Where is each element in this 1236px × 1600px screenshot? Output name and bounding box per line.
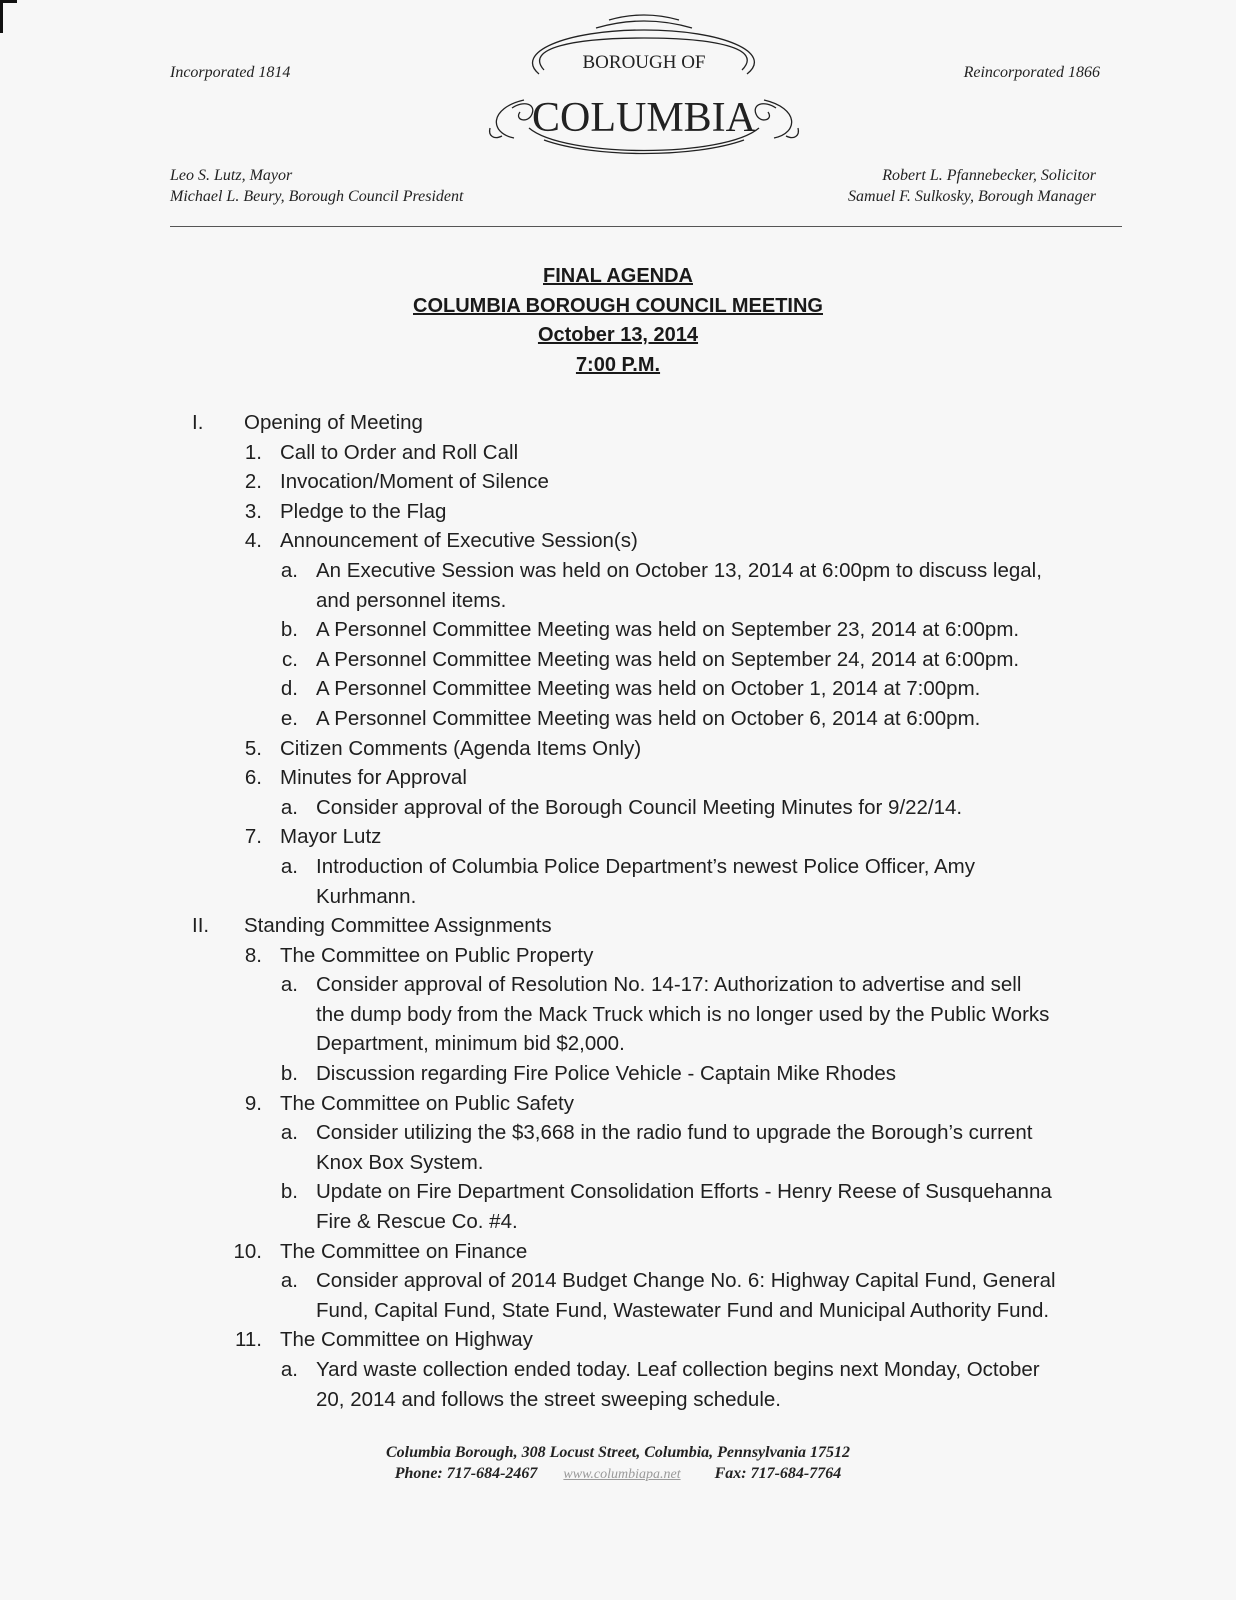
agenda-item-text: Fire & Rescue Co. #4. xyxy=(316,1210,518,1234)
agenda-item-number: 6. xyxy=(244,766,262,790)
agenda-item xyxy=(0,615,1236,645)
agenda-item-text: Minutes for Approval xyxy=(280,766,467,790)
mayor-name: Leo S. Lutz, Mayor xyxy=(170,167,293,184)
footer-phone: Phone: 717-684-2467 xyxy=(394,1465,538,1482)
agenda-item-text: Discussion regarding Fire Police Vehicle - Captain Mike Rhodes xyxy=(316,1062,896,1086)
agenda-item-number: b. xyxy=(280,618,298,642)
agenda-item-number: 7. xyxy=(244,825,262,849)
agenda-item-text: A Personnel Committee Meeting was held on September 23, 2014 at 6:00pm. xyxy=(316,618,1020,642)
agenda-item-text: 20, 2014 and follows the street sweeping schedule. xyxy=(316,1387,781,1411)
agenda-item-number: 8. xyxy=(244,943,262,967)
agenda-item-number: e. xyxy=(280,706,298,730)
agenda-item-text: A Personnel Committee Meeting was held on September 24, 2014 at 6:00pm. xyxy=(316,647,1020,671)
solicitor-name: Robert L. Pfannebecker, Solicitor xyxy=(882,167,1096,184)
agenda-item-continuation xyxy=(0,1148,1236,1178)
agenda-item-number: a. xyxy=(280,558,298,582)
agenda-item xyxy=(0,1355,1236,1385)
agenda-item xyxy=(0,674,1236,704)
borough-manager-name: Samuel F. Sulkosky, Borough Manager xyxy=(848,188,1096,205)
agenda-item-continuation xyxy=(0,1296,1236,1326)
agenda-item-text: and personnel items. xyxy=(316,588,507,612)
agenda-item-continuation xyxy=(0,1029,1236,1059)
agenda-item xyxy=(0,941,1236,971)
agenda-item-text: Mayor Lutz xyxy=(280,825,382,849)
agenda-item-number: 11. xyxy=(235,1328,262,1352)
agenda-item xyxy=(0,852,1236,882)
agenda-item-text: Announcement of Executive Session(s) xyxy=(280,529,638,553)
agenda-item-number: b. xyxy=(280,1180,298,1204)
agenda-item xyxy=(0,497,1236,527)
agenda-item xyxy=(0,526,1236,556)
agenda-item-number: 2. xyxy=(244,470,262,494)
logo-main-text: COLUMBIA xyxy=(531,95,757,141)
agenda-item-text: Pledge to the Flag xyxy=(280,499,447,523)
agenda-item xyxy=(0,1118,1236,1148)
agenda-item-number: a. xyxy=(280,1358,298,1381)
agenda-item-number: 3. xyxy=(244,499,262,523)
agenda-item-number: a. xyxy=(280,1269,298,1293)
agenda-item xyxy=(0,822,1236,852)
agenda-item xyxy=(0,1266,1236,1296)
agenda-item-text: A Personnel Committee Meeting was held on October 6, 2014 at 6:00pm. xyxy=(316,706,981,730)
agenda-item-number: a. xyxy=(280,1121,298,1145)
incorporated-date: Incorporated 1814 xyxy=(170,64,291,81)
agenda-item-text: The Committee on Highway xyxy=(280,1328,533,1352)
agenda-item xyxy=(0,645,1236,675)
agenda-item xyxy=(0,408,1236,438)
agenda-item-text: Call to Order and Roll Call xyxy=(280,440,519,464)
agenda-item-text: Knox Box System. xyxy=(316,1150,484,1174)
agenda-item-text: Consider utilizing the $3,668 in the radio fund to upgrade the Borough’s current xyxy=(316,1121,1033,1145)
agenda-item xyxy=(0,467,1236,497)
agenda-item-text: A Personnel Committee Meeting was held on October 1, 2014 at 7:00pm. xyxy=(316,677,981,701)
header-divider xyxy=(170,226,1122,227)
footer xyxy=(0,1442,1236,1485)
agenda-item-text: The Committee on Finance xyxy=(280,1239,528,1263)
agenda-list xyxy=(0,408,1236,1414)
agenda-item xyxy=(0,763,1236,793)
agenda-item-continuation xyxy=(0,882,1236,912)
agenda-item xyxy=(0,1325,1236,1355)
agenda-item xyxy=(0,1177,1236,1207)
agenda-item xyxy=(0,556,1236,586)
footer-fax: Fax: 717-684-7764 xyxy=(714,1465,842,1482)
agenda-item xyxy=(0,1089,1236,1119)
agenda-item-number: a. xyxy=(280,854,298,878)
agenda-item-number: 10. xyxy=(233,1239,262,1263)
agenda-item-text: Department, minimum bid $2,000. xyxy=(316,1032,625,1056)
meeting-date: October 13, 2014 xyxy=(537,324,699,346)
agenda-item xyxy=(0,1059,1236,1089)
agenda-item-continuation xyxy=(0,1207,1236,1237)
agenda-item-text: Kurhmann. xyxy=(316,884,417,908)
agenda-item-text: Consider approval of Resolution No. 14-17: Authorization to advertise and sell xyxy=(316,973,1022,997)
agenda-item-continuation xyxy=(0,1385,1236,1415)
agenda-item-text: Fund, Capital Fund, State Fund, Wastewater Fund and Municipal Authority Fund. xyxy=(316,1298,1050,1322)
agenda-item xyxy=(0,734,1236,764)
agenda-item xyxy=(0,793,1236,823)
council-president-name: Michael L. Beury, Borough Council President xyxy=(170,188,464,205)
agenda-title-block xyxy=(0,262,1236,380)
agenda-item-text: Invocation/Moment of Silence xyxy=(280,470,549,494)
meeting-time: 7:00 P.M. xyxy=(575,353,661,376)
agenda-item xyxy=(0,704,1236,734)
agenda-item xyxy=(0,438,1236,468)
agenda-item-number: d. xyxy=(280,677,298,701)
agenda-item xyxy=(0,911,1236,941)
agenda-item-text: The Committee on Public Safety xyxy=(280,1091,574,1115)
agenda-item-continuation xyxy=(0,1000,1236,1030)
agenda-item-number: I. xyxy=(192,411,204,434)
agenda-item-number: a. xyxy=(280,795,298,819)
agenda-item-number: 4. xyxy=(244,529,262,553)
agenda-item-text: Citizen Comments (Agenda Items Only) xyxy=(280,736,642,760)
logo-top-text: BOROUGH OF xyxy=(582,52,706,73)
agenda-item-text: Standing Committee Assignments xyxy=(244,914,552,938)
agenda-item xyxy=(0,970,1236,1000)
agenda-item-number: 9. xyxy=(244,1091,262,1115)
scan-corner-mark xyxy=(0,0,17,33)
agenda-item-continuation xyxy=(0,586,1236,616)
agenda-item-text: The Committee on Public Property xyxy=(280,943,594,967)
agenda-item-number: a. xyxy=(280,973,298,997)
meeting-name: COLUMBIA BOROUGH COUNCIL MEETING xyxy=(413,294,823,317)
agenda-item-number: 5. xyxy=(244,736,262,760)
agenda-item-text: Introduction of Columbia Police Department’s newest Police Officer, Amy xyxy=(316,854,975,878)
footer-address: Columbia Borough, 308 Locust Street, Columbia, Pennsylvania 17512 xyxy=(385,1444,851,1461)
footer-website-link[interactable]: www.columbiapa.net xyxy=(563,1467,681,1482)
reincorporated-date: Reincorporated 1866 xyxy=(963,64,1100,81)
agenda-title: FINAL AGENDA xyxy=(543,265,693,287)
agenda-item-number: c. xyxy=(282,647,298,671)
agenda-item-number: b. xyxy=(280,1062,298,1086)
agenda-item-text: the dump body from the Mack Truck which is no longer used by the Public Works xyxy=(316,1002,1050,1026)
agenda-item-number: 1. xyxy=(244,440,262,464)
agenda-item xyxy=(0,1237,1236,1267)
borough-of-columbia-logo xyxy=(484,8,804,158)
agenda-item-number: II. xyxy=(192,914,210,938)
agenda-item-text: Consider approval of 2014 Budget Change No. 6: Highway Capital Fund, General xyxy=(316,1269,1056,1293)
agenda-item-text: Opening of Meeting xyxy=(244,411,423,434)
agenda-item-text: Update on Fire Department Consolidation Efforts - Henry Reese of Susquehanna xyxy=(316,1180,1052,1204)
agenda-item-text: Yard waste collection ended today. Leaf collection begins next Monday, October xyxy=(316,1358,1040,1381)
agenda-item-text: An Executive Session was held on October 13, 2014 at 6:00pm to discuss legal, xyxy=(316,558,1042,582)
agenda-item-text: Consider approval of the Borough Council Meeting Minutes for 9/22/14. xyxy=(316,795,963,819)
